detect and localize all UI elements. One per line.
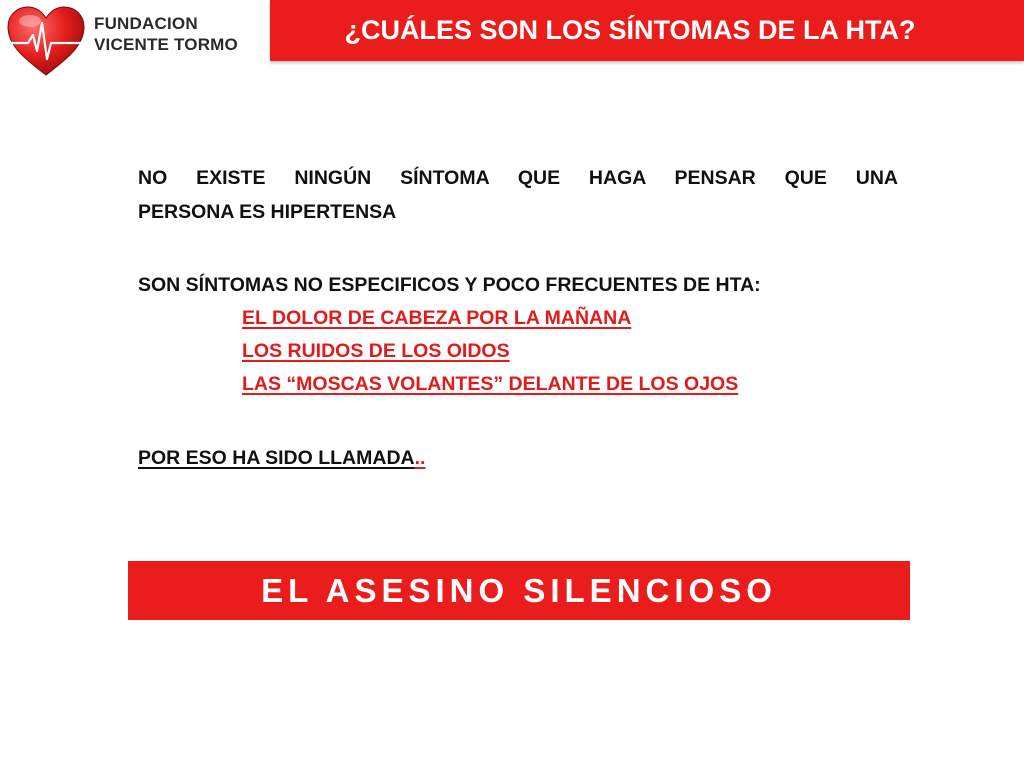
logo-line-2: VICENTE TORMO [94, 35, 238, 54]
symptom-item: LOS RUIDOS DE LOS OIDOS [242, 340, 510, 362]
symptoms-list [138, 302, 898, 401]
banner-text: EL ASESINO SILENCIOSO [261, 571, 777, 609]
conclusion-line [138, 441, 898, 475]
logo-wordmark [94, 13, 238, 55]
conclusion-ellipsis: .. [414, 447, 426, 469]
statement-paragraph [138, 161, 898, 229]
symptoms-intro: SON SÍNTOMAS NO ESPECIFICOS Y POCO FRECUENTES DE HTA: [138, 274, 761, 296]
symptoms-block [138, 268, 898, 401]
symptom-item: LAS “MOSCAS VOLANTES” DELANTE DE LOS OJOS [242, 373, 739, 395]
symptom-item: EL DOLOR DE CABEZA POR LA MAÑANA [242, 307, 632, 329]
conclusion-text: POR ESO HA SIDO LLAMADA [138, 447, 415, 469]
foundation-logo [6, 5, 246, 77]
statement-line-1: NO EXISTE NINGÚN SÍNTOMA QUE HAGA PENSAR QUE UNA [138, 167, 898, 189]
title-bar [270, 0, 1024, 61]
slide-title: ¿CUÁLES SON LOS SÍNTOMAS DE LA HTA? [344, 15, 916, 45]
heart-ecg-icon [6, 5, 86, 77]
logo-line-1: FUNDACION [94, 14, 198, 33]
statement-line-2: PERSONA ES HIPERTENSA [138, 201, 397, 223]
highlight-banner [128, 561, 910, 620]
